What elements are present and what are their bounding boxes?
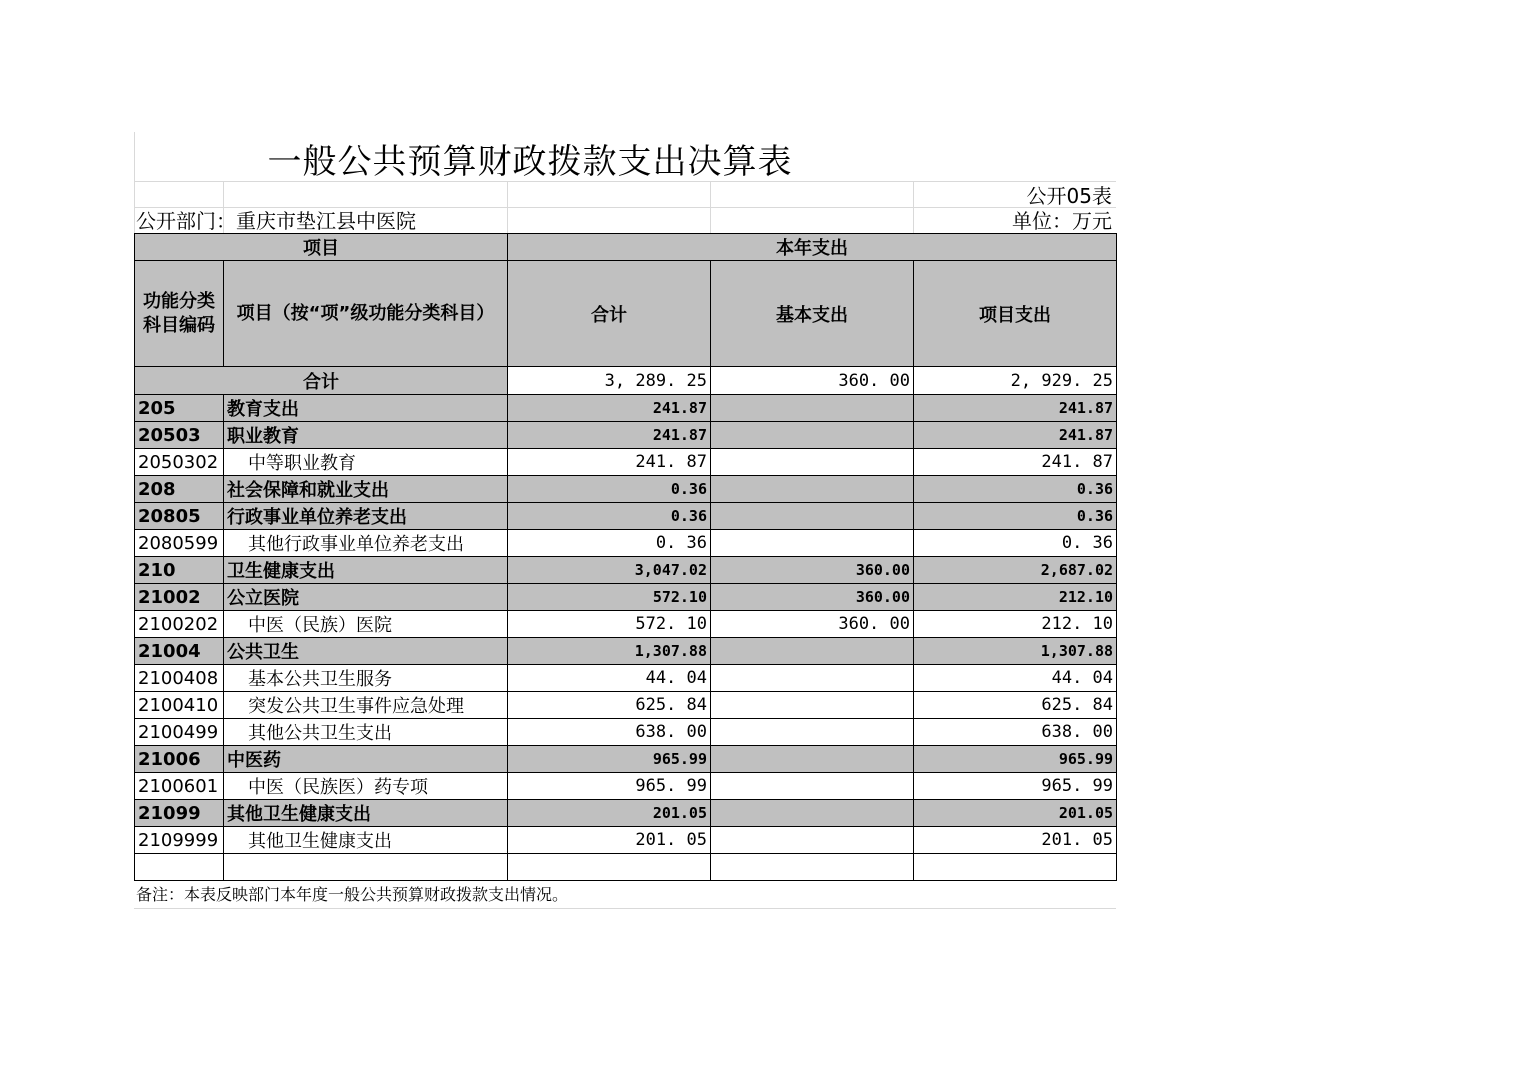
- row-project: 0.36: [914, 476, 1117, 503]
- row-basic: [711, 827, 914, 854]
- row-code: 21099: [135, 800, 224, 827]
- row-project: 638. 00: [914, 719, 1117, 746]
- row-basic: [711, 476, 914, 503]
- row-basic: 360.00: [711, 584, 914, 611]
- row-project: 965. 99: [914, 773, 1117, 800]
- row-basic: [711, 530, 914, 557]
- header-name: 项目（按“项”级功能分类科目）: [224, 261, 508, 367]
- table-row: [135, 827, 1117, 854]
- row-name: 其他公共卫生支出: [224, 719, 508, 746]
- table-row: [135, 422, 1117, 449]
- table-row: [135, 476, 1117, 503]
- table-row: [135, 665, 1117, 692]
- unit-label: 单位：万元: [1012, 209, 1112, 233]
- grid-line: [134, 207, 1116, 208]
- row-name: 中医药: [224, 746, 508, 773]
- row-project: 212.10: [914, 584, 1117, 611]
- row-basic: [711, 665, 914, 692]
- row-total: 44. 04: [508, 665, 711, 692]
- page-title: 一般公共预算财政拨款支出决算表: [267, 142, 793, 182]
- row-total: 572.10: [508, 584, 711, 611]
- row-name: 行政事业单位养老支出: [224, 503, 508, 530]
- row-project: 201. 05: [914, 827, 1117, 854]
- table-row: [135, 557, 1117, 584]
- row-name: 职业教育: [224, 422, 508, 449]
- row-code: 210: [135, 557, 224, 584]
- row-basic: 360. 00: [711, 611, 914, 638]
- row-code: 205: [135, 395, 224, 422]
- row-code: 21006: [135, 746, 224, 773]
- blank-cell: [914, 854, 1117, 881]
- row-basic: [711, 449, 914, 476]
- row-project: 201.05: [914, 800, 1117, 827]
- row-name: 卫生健康支出: [224, 557, 508, 584]
- row-name: 中医（民族）医院: [224, 611, 508, 638]
- row-total: 201.05: [508, 800, 711, 827]
- row-total: 0.36: [508, 476, 711, 503]
- row-total: 241.87: [508, 395, 711, 422]
- row-basic: [711, 800, 914, 827]
- total-amount: 3, 289. 25: [508, 367, 711, 395]
- row-name: 中医（民族医）药专项: [224, 773, 508, 800]
- row-total: 572. 10: [508, 611, 711, 638]
- total-label: 合计: [135, 367, 508, 395]
- row-code: 2080599: [135, 530, 224, 557]
- grid-line: [710, 181, 711, 233]
- row-basic: [711, 746, 914, 773]
- header-project: 项目支出: [914, 261, 1117, 367]
- table-row: [135, 692, 1117, 719]
- row-name: 中等职业教育: [224, 449, 508, 476]
- row-project: 2,687.02: [914, 557, 1117, 584]
- row-code: 2050302: [135, 449, 224, 476]
- table-row: [135, 503, 1117, 530]
- row-name: 其他行政事业单位养老支出: [224, 530, 508, 557]
- table-row: [135, 611, 1117, 638]
- row-basic: [711, 395, 914, 422]
- row-project: 0. 36: [914, 530, 1117, 557]
- table-row: [135, 395, 1117, 422]
- row-code: 2100499: [135, 719, 224, 746]
- row-total: 0.36: [508, 503, 711, 530]
- row-total: 965.99: [508, 746, 711, 773]
- row-code: 21002: [135, 584, 224, 611]
- table-row: [135, 530, 1117, 557]
- footnote: 备注：本表反映部门本年度一般公共预算财政拨款支出情况。: [136, 885, 569, 904]
- row-name: 其他卫生健康支出: [224, 827, 508, 854]
- row-project: 625. 84: [914, 692, 1117, 719]
- row-code: 21004: [135, 638, 224, 665]
- header-item: 项目: [135, 234, 508, 261]
- row-basic: [711, 692, 914, 719]
- table-row: [135, 719, 1117, 746]
- row-total: 3,047.02: [508, 557, 711, 584]
- row-project: 1,307.88: [914, 638, 1117, 665]
- row-basic: 360.00: [711, 557, 914, 584]
- row-total: 625. 84: [508, 692, 711, 719]
- row-name: 突发公共卫生事件应急处理: [224, 692, 508, 719]
- total-basic: 360. 00: [711, 367, 914, 395]
- table-row: [135, 746, 1117, 773]
- total-project: 2, 929. 25: [914, 367, 1117, 395]
- row-basic: [711, 638, 914, 665]
- header-current-year: 本年支出: [508, 234, 1117, 261]
- table-row: [135, 449, 1117, 476]
- row-project: 241. 87: [914, 449, 1117, 476]
- row-total: 638. 00: [508, 719, 711, 746]
- grid-line: [913, 181, 914, 233]
- row-basic: [711, 773, 914, 800]
- row-basic: [711, 719, 914, 746]
- table-row: [135, 638, 1117, 665]
- row-name: 其他卫生健康支出: [224, 800, 508, 827]
- row-total: 965. 99: [508, 773, 711, 800]
- row-project: 212. 10: [914, 611, 1117, 638]
- row-code: 20805: [135, 503, 224, 530]
- blank-cell: [711, 854, 914, 881]
- row-code: 208: [135, 476, 224, 503]
- total-row: [135, 367, 1117, 395]
- budget-table: [134, 233, 1117, 881]
- row-project: 44. 04: [914, 665, 1117, 692]
- blank-row: [135, 854, 1117, 881]
- row-name: 公立医院: [224, 584, 508, 611]
- row-code: 2100601: [135, 773, 224, 800]
- row-project: 241.87: [914, 395, 1117, 422]
- row-name: 公共卫生: [224, 638, 508, 665]
- row-basic: [711, 503, 914, 530]
- row-total: 201. 05: [508, 827, 711, 854]
- row-total: 1,307.88: [508, 638, 711, 665]
- row-total: 241. 87: [508, 449, 711, 476]
- table-row: [135, 584, 1117, 611]
- row-name: 社会保障和就业支出: [224, 476, 508, 503]
- row-project: 241.87: [914, 422, 1117, 449]
- row-code: 20503: [135, 422, 224, 449]
- row-project: 965.99: [914, 746, 1117, 773]
- row-name: 教育支出: [224, 395, 508, 422]
- department-label: 公开部门：重庆市垫江县中医院: [136, 209, 416, 233]
- header-total: 合计: [508, 261, 711, 367]
- blank-cell: [508, 854, 711, 881]
- grid-line: [507, 181, 508, 233]
- table-row: [135, 773, 1117, 800]
- row-code: 2100410: [135, 692, 224, 719]
- blank-cell: [224, 854, 508, 881]
- row-total: 0. 36: [508, 530, 711, 557]
- row-total: 241.87: [508, 422, 711, 449]
- blank-cell: [135, 854, 224, 881]
- grid-line: [134, 908, 1116, 909]
- table-row: [135, 800, 1117, 827]
- row-code: 2100408: [135, 665, 224, 692]
- row-code: 2100202: [135, 611, 224, 638]
- row-basic: [711, 422, 914, 449]
- row-code: 2109999: [135, 827, 224, 854]
- header-basic: 基本支出: [711, 261, 914, 367]
- row-name: 基本公共卫生服务: [224, 665, 508, 692]
- form-number: 公开05表: [1026, 184, 1112, 208]
- header-code: 功能分类科目编码: [135, 261, 224, 367]
- row-project: 0.36: [914, 503, 1117, 530]
